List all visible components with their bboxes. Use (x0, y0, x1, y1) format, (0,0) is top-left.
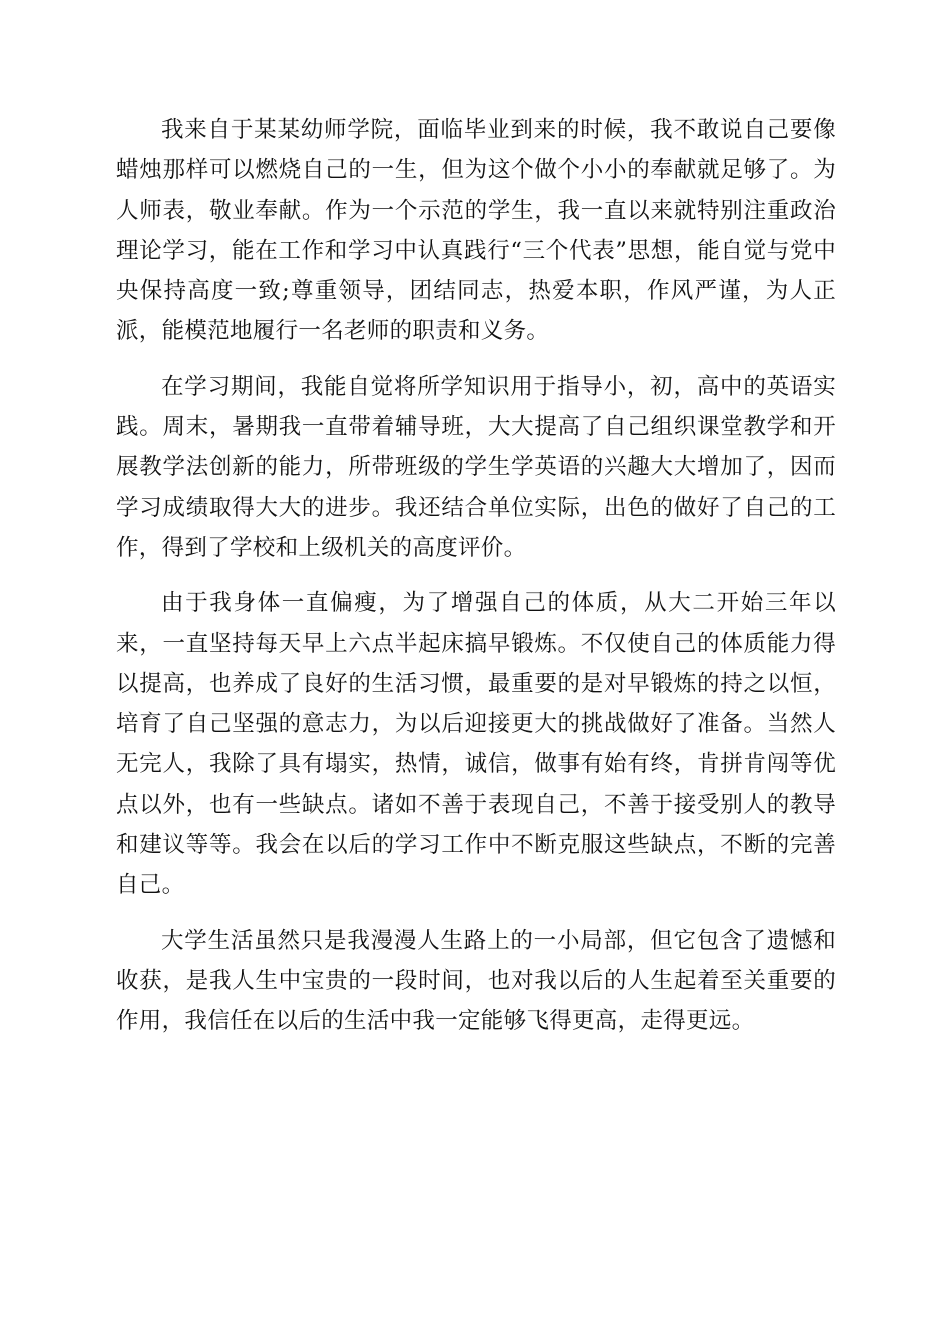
paragraph-1: 我来自于某某幼师学院，面临毕业到来的时候，我不敢说自己要像蜡烛那样可以燃烧自己的一生，但为这个做个小小的奉献就足够了。为人师表，敬业奉献。作为一个示范的学生，我一直以来就特别注重政治理论学习，能在工作和学习中认真践行“三个代表”思想，能自觉与党中央保持高度一致;尊重领导，团结同志，热爱本职，作风严谨，为人正派，能模范地履行一名老师的职责和义务。 (116, 117, 836, 345)
paragraph-3: 由于我身体一直偏瘦，为了增强自己的体质，从大二开始三年以来，一直坚持每天早上六点半起床搞早锻炼。不仅使自己的体质能力得以提高，也养成了良好的生活习惯，最重要的是对早锻炼的持之以恒，培育了自己坚强的意志力，为以后迎接更大的挑战做好了准备。当然人无完人，我除了具有塌实，热情，诚信，做事有始有终，肯拼肯闯等优点以外，也有一些缺点。诸如不善于表现自己，不善于接受别人的教导和建议等等。我会在以后的学习工作中不断克服这些缺点，不断的完善自己。 (116, 590, 836, 899)
document-body (116, 110, 836, 1057)
paragraph-4: 大学生活虽然只是我漫漫人生路上的一小局部，但它包含了遗憾和收获，是我人生中宝贵的一段时间，也对我以后的人生起着至关重要的作用，我信任在以后的生活中我一定能够飞得更高，走得更远。 (116, 927, 836, 1035)
paragraph-2: 在学习期间，我能自觉将所学知识用于指导小，初，高中的英语实践。周末，暑期我一直带着辅导班，大大提高了自己组织课堂教学和开展教学法创新的能力，所带班级的学生学英语的兴趣大大增加了，因而学习成绩取得大大的进步。我还结合单位实际，出色的做好了自己的工作，得到了学校和上级机关的高度评价。 (116, 373, 836, 561)
